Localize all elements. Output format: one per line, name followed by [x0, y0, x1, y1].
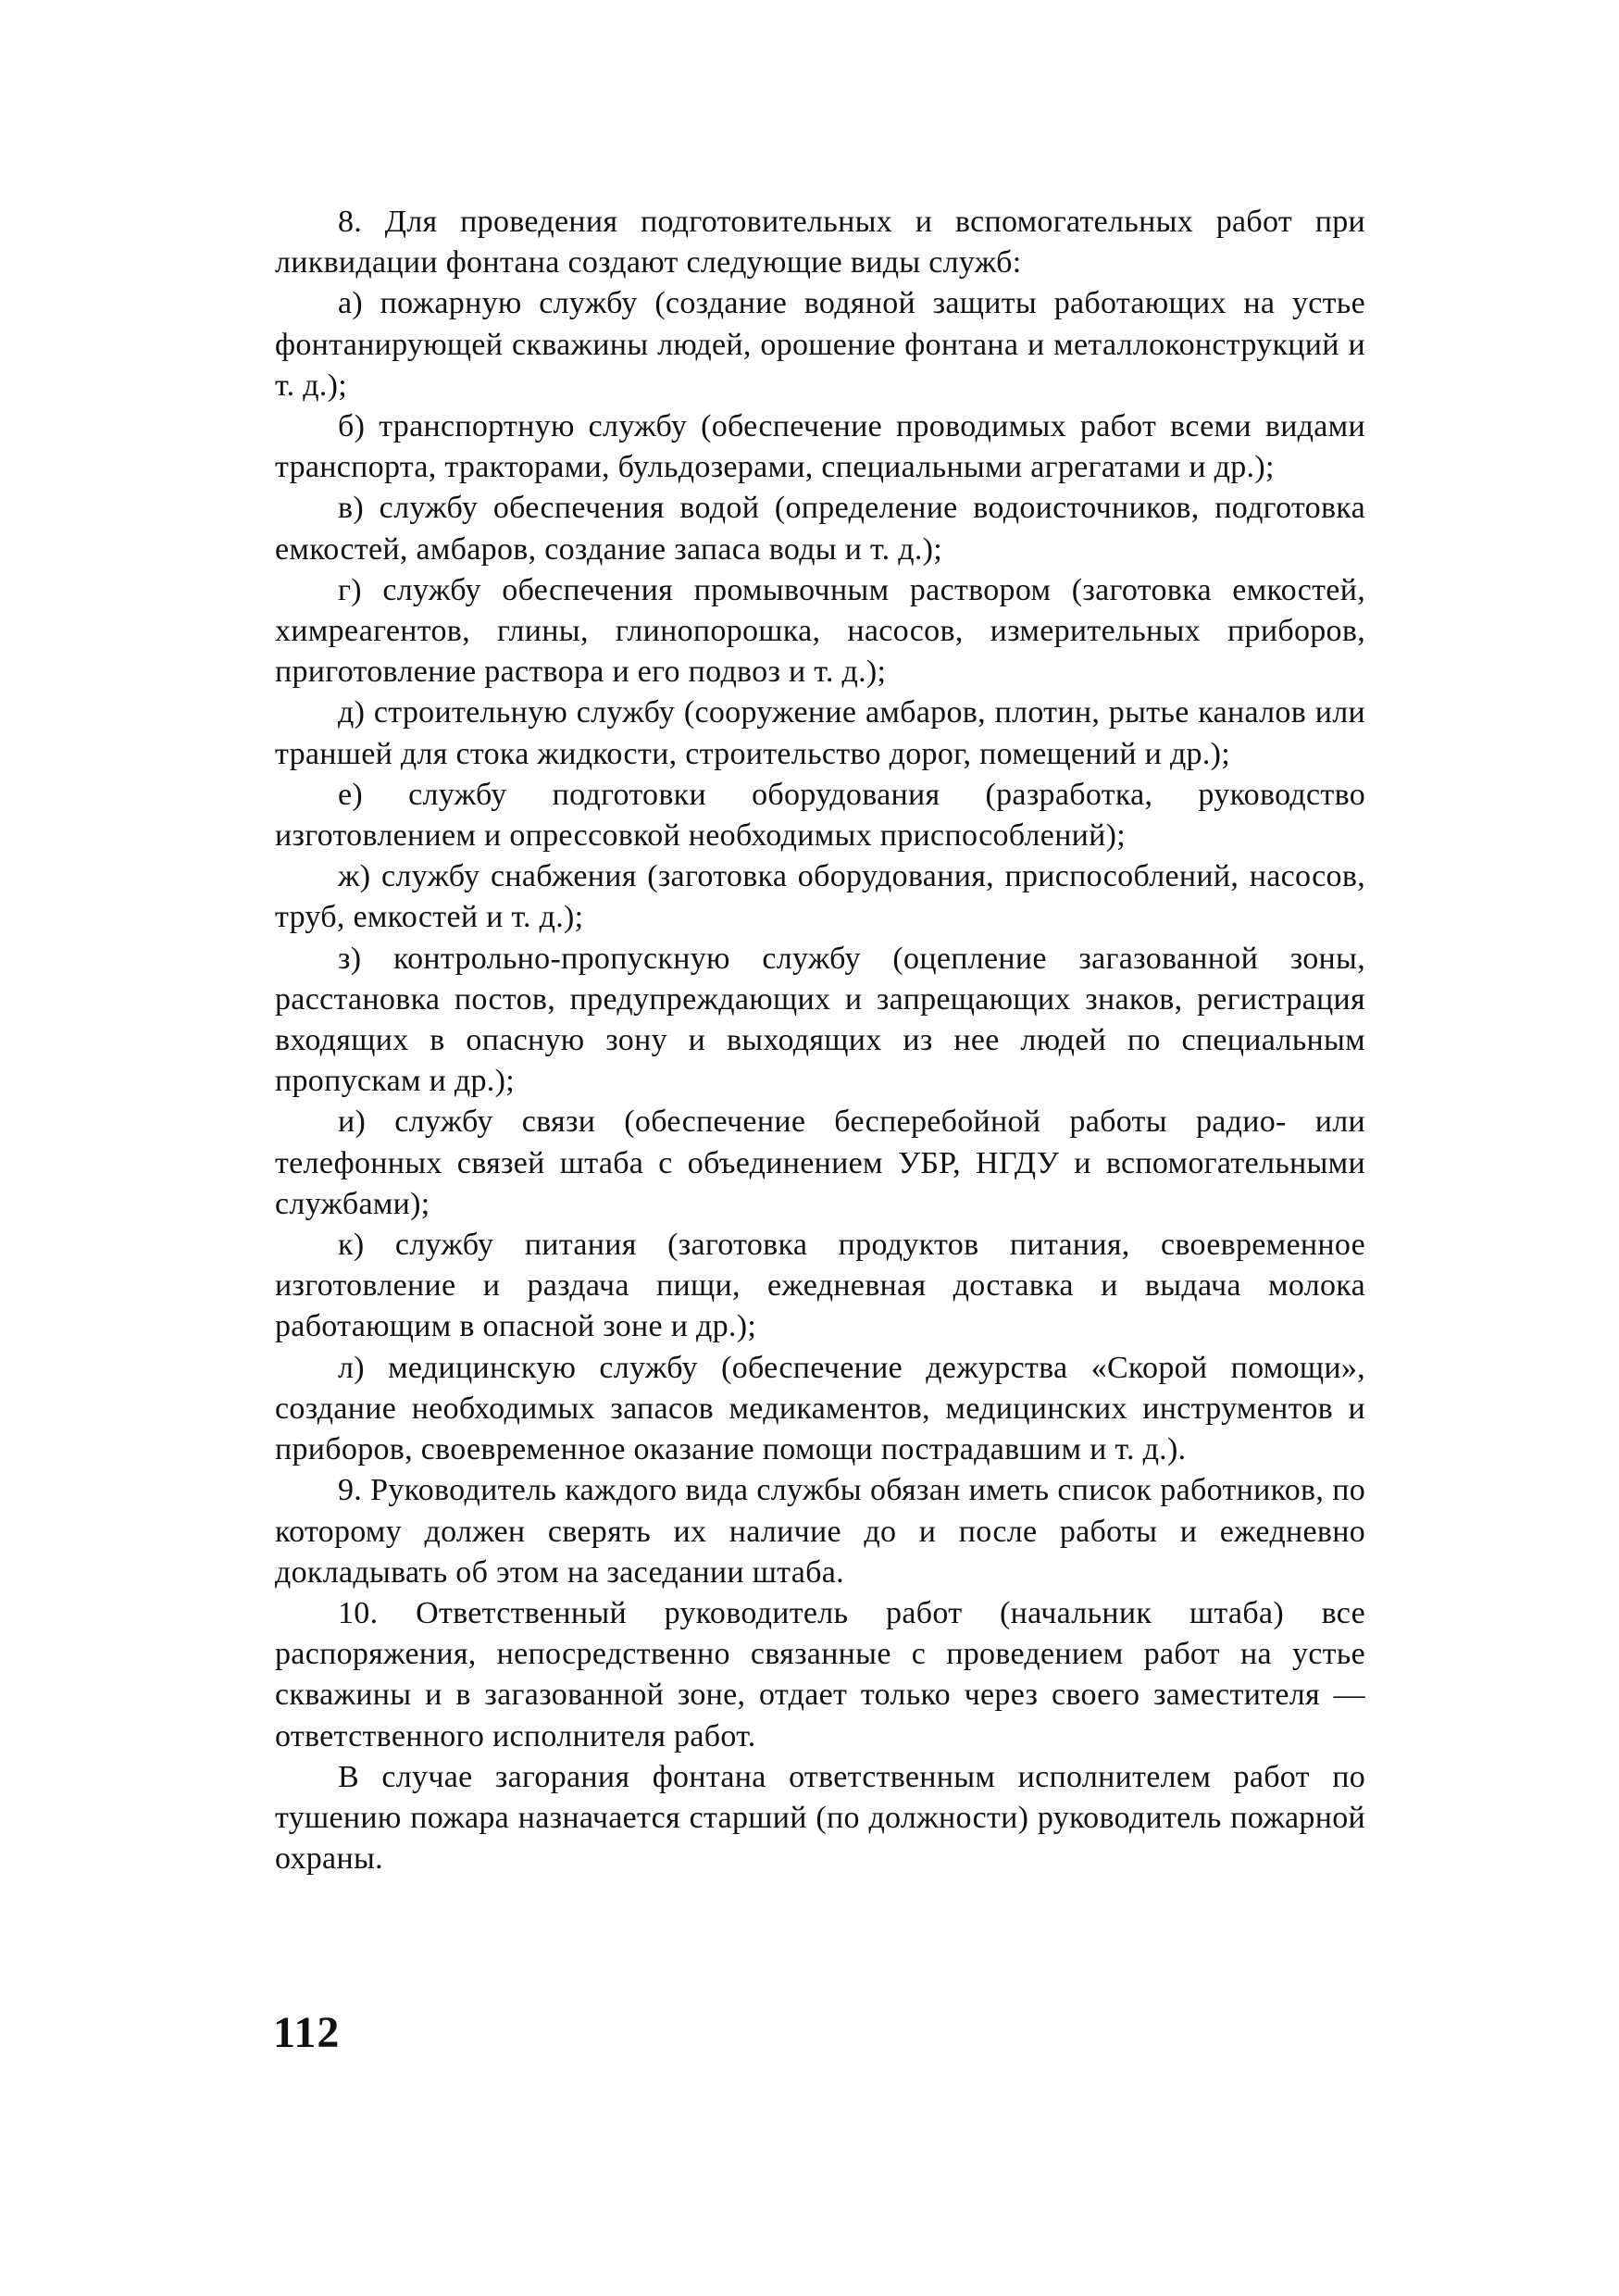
item-i-communication-service: и) службу связи (обеспечение бесперебойной работы радио- или телефонных связей штаба с объединением УБР, НГДУ и вспомогательными службами);	[275, 1104, 1365, 1221]
item-a-fire-service: а) пожарную службу (создание водяной защиты работающих на устье фонтанирующей скважины людей, орошение фонтана и металлоконструкций и т. д.);	[275, 286, 1365, 403]
paragraph-8: 8. Для проведения подготовительных и вспомогательных работ при ликвидации фонтана создают следующие виды служб:	[275, 205, 1365, 281]
item-g-mud-service: г) службу обеспечения промывочным раствором (заготовка емкостей, химреагентов, глины, глинопорошка, насосов, измерительных приборов, приготовление раствора и его подвоз и т. д.);	[275, 572, 1365, 690]
item-k-catering-service: к) службу питания (заготовка продуктов питания, своевременное изготовление и раздача пищи, ежедневная доставка и выдача молока работающим в опасной зоне и др.);	[275, 1228, 1365, 1344]
item-v-water-service: в) службу обеспечения водой (определение водоисточников, подготовка емкостей, амбаров, создание запаса воды и т. д.);	[275, 491, 1365, 567]
paragraph-9: 9. Руководитель каждого вида службы обязан иметь список работников, по которому должен сверять их наличие до и после работы и ежедневно докладывать об этом на заседании штаба.	[275, 1473, 1365, 1590]
page-number: 112	[273, 2008, 341, 2057]
body-text	[275, 202, 1365, 1879]
item-l-medical-service: л) медицинскую службу (обеспечение дежурства «Скорой помощи», создание необходимых запасов медикаментов, медицинских инструментов и приборов, своевременное оказание помощи пострадавшим и т. д.).	[275, 1350, 1365, 1467]
item-zh-supply-service: ж) службу снабжения (заготовка оборудования, приспособлений, насосов, труб, емкостей и т. д.);	[275, 859, 1365, 935]
paragraph-fire-case: В случае загорания фонтана ответственным исполнителем работ по тушению пожара назначается старший (по должности) руководитель пожарной охраны.	[275, 1759, 1365, 1877]
item-z-access-control-service: з) контрольно-пропускную службу (оцепление загазованной зоны, расстановка постов, предупреждающих и запрещающих знаков, регистрация входящих в опасную зону и выходящих из нее людей по специальным пропускам и др.);	[275, 941, 1365, 1099]
paragraph-10: 10. Ответственный руководитель работ (начальник штаба) все распоряжения, непосредственно связанные с проведением работ на устье скважины и в загазованной зоне, отдает только через своего заместителя — ответственного исполнителя работ.	[275, 1595, 1365, 1753]
item-e-equipment-service: е) службу подготовки оборудования (разработка, руководство изготовлением и опрессовкой необходимых приспособлений);	[275, 777, 1365, 854]
item-d-construction-service: д) строительную службу (сооружение амбаров, плотин, рытье каналов или траншей для стока жидкости, строительство дорог, помещений и др.);	[275, 695, 1365, 771]
item-b-transport-service: б) транспортную службу (обеспечение проводимых работ всеми видами транспорта, тракторами, бульдозерами, специальными агрегатами и др.);	[275, 409, 1365, 485]
